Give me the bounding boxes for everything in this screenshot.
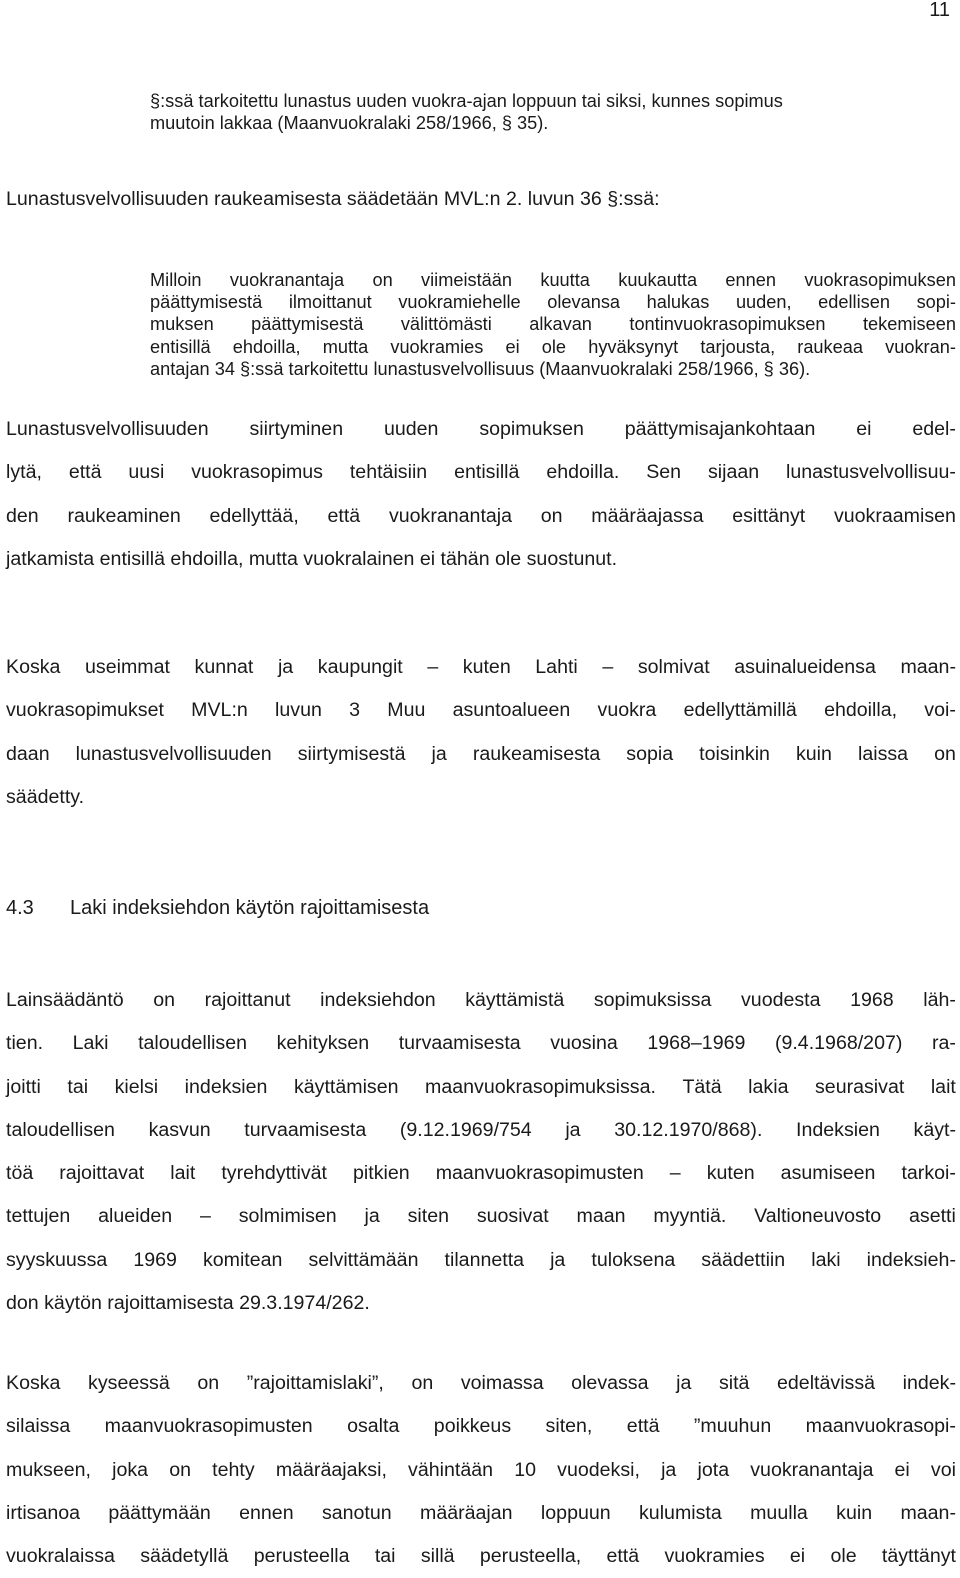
text-line: entisillä ehdoilla, mutta vuokramies ei ole hyväksynyt tarjousta, raukeaa vuokran- [150,336,956,357]
text-line: Lainsäädäntö on rajoittanut indeksiehdon käyttämistä sopimuksissa vuodesta 1968 läh- [6,989,956,1011]
text-line: irtisanoa päättymään ennen sanotun määräajan loppuun kulumista muulla kuin maan- [6,1501,956,1524]
text-line: mukseen, joka on tehty määräajaksi, vähintään 10 vuodeksi, ja jota vuokranantaja ei voi [6,1458,956,1481]
text-line: syyskuussa 1969 komitean selvittämään tilannetta ja tuloksena säädettiin laki indeksieh- [6,1248,956,1271]
section-title: Laki indeksiehdon käytön rajoittamisesta [70,897,430,919]
text-line: lytä, että uusi vuokrasopimus tehtäisiin entisillä ehdoilla. Sen sijaan lunastusvelvollisuu- [6,461,956,484]
text-line: don käytön rajoittamisesta 29.3.1974/262. [6,1292,370,1315]
text-line: joitti tai kielsi indeksien käyttämisen maanvuokrasopimuksissa. Tätä lakia seurasivat lait [6,1075,956,1098]
text-line: Milloin vuokranantaja on viimeistään kuutta kuukautta ennen vuokrasopimuksen [150,270,956,290]
section-heading [6,894,429,922]
page-number: 11 [929,0,950,21]
quote-lease-redemption [150,90,956,134]
paragraph-restriction-law [6,1362,956,1578]
text-line: daan lunastusvelvollisuuden siirtymisestä ja raukeamisesta sopia toisinkin kuin laissa on [6,742,956,765]
quote-mvl-36 [150,269,956,380]
text-line: Lunastusvelvollisuuden siirtyminen uuden sopimuksen päättymisajankohtaan ei edel- [6,418,956,440]
text-line: Koska kyseessä on ”rajoittamislaki”, on voimassa olevassa ja sitä edeltävissä indek- [6,1372,956,1394]
section-number: 4.3 [6,897,34,919]
text-line: säädetty. [6,785,85,808]
text-line: jatkamista entisillä ehdoilla, mutta vuokralainen ei tähän ole suostunut. [6,547,618,570]
text-line: §:ssä tarkoitettu lunastus uuden vuokra-ajan loppuun tai siksi, kunnes sopimus [150,91,783,111]
paragraph-index-law [6,979,956,1325]
text-line: den raukeaminen edellyttää, että vuokranantaja on määräajassa esittänyt vuokraamisen [6,504,956,527]
text-line: Koska useimmat kunnat ja kaupungit – kuten Lahti – solmivat asuinalueidensa maan- [6,656,956,678]
text-line: taloudellisen kasvun turvaamisesta (9.12.1969/754 ja 30.12.1970/868). Indeksien käyt- [6,1118,956,1141]
text-line: vuokrasopimukset MVL:n luvun 3 Muu asuntoalueen vuokra edellyttämillä ehdoilla, voi- [6,699,956,722]
text-line: muutoin lakkaa (Maanvuokralaki 258/1966, § 35). [150,113,549,134]
text-line: silaissa maanvuokrasopimusten osalta poikkeus siten, että ”muuhun maanvuokrasopi- [6,1415,956,1438]
text-line: tien. Laki taloudellisen kehityksen turvaamisesta vuosina 1968–1969 (9.4.1968/207) ra- [6,1032,956,1055]
text-line: Lunastusvelvollisuuden raukeamisesta säädetään MVL:n 2. luvun 36 §:ssä: [6,188,660,210]
text-line: vuokralaissa säädetyllä perusteella tai sillä perusteella, että vuokramies ei ole täyttänyt [6,1545,956,1568]
text-line: tettujen alueiden – solmimisen ja siten suosivat maan myyntiä. Valtioneuvosto asetti [6,1205,956,1228]
text-line: päättymisestä ilmoittanut vuokramiehelle olevansa halukas uuden, edellisen sopi- [150,292,956,313]
text-line: antajan 34 §:ssä tarkoitettu lunastusvelvollisuus (Maanvuokralaki 258/1966, § 36). [150,358,811,379]
paragraph-municipalities [6,646,956,819]
intro-sentence [6,185,956,213]
paragraph-transfer [6,408,956,581]
text-line: muksen päättymisestä välittömästi alkavan tontinvuokrasopimuksen tekemiseen [150,314,956,335]
text-line: töä rajoittavat lait tyrehdyttivät pitkien maanvuokrasopimusten – kuten asumiseen tarkoi- [6,1162,956,1185]
